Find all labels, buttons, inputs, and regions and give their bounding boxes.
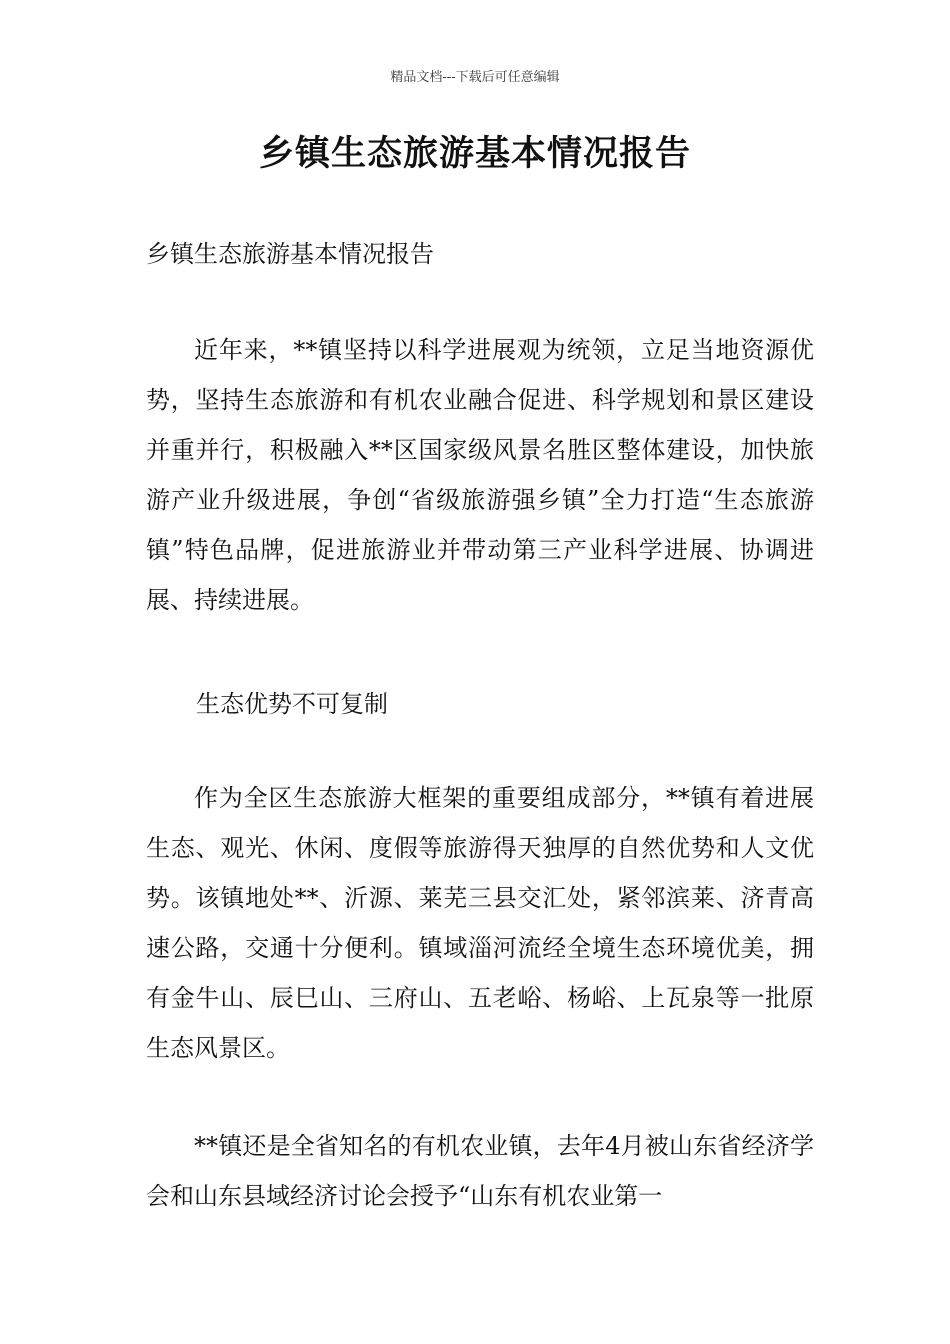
paragraph-organic-agriculture: **镇还是全省知名的有机农业镇，去年4月被山东省经济学会和山东县域经济讨论会授予“山东有机农业第一 [146,1132,814,1210]
paragraph-ecology: 作为全区生态旅游大框架的重要组成部分，**镇有着进展生态、观光、休闲、度假等旅游得天独厚的自然优势和人文优势。该镇地处**、沂源、莱芜三县交汇处，紧邻滨莱、济青高速公路，交通十分便利。镇域淄河流经全境生态环境优美，拥有金牛山、辰巳山、三府山、五老峪、杨峪、上瓦泉等一批原生态风景区。 [146,784,814,1062]
header-note: 精品文档---下载后可任意编辑 [390,70,560,85]
document-title: 乡镇生态旅游基本情况报告 [258,134,691,174]
section-heading: 生态优势不可复制 [196,690,388,718]
document-subtitle: 乡镇生态旅游基本情况报告 [146,240,434,268]
paragraph-intro: 近年来，**镇坚持以科学进展观为统领，立足当地资源优势，坚持生态旅游和有机农业融合促进、科学规划和景区建设并重并行，积极融入**区国家级风景名胜区整体建设，加快旅游产业升级进展，争创“省级旅游强乡镇”全力打造“生态旅游镇”特色品牌，促进旅游业并带动第三产业科学进展、协调进展、持续进展。 [146,336,814,614]
